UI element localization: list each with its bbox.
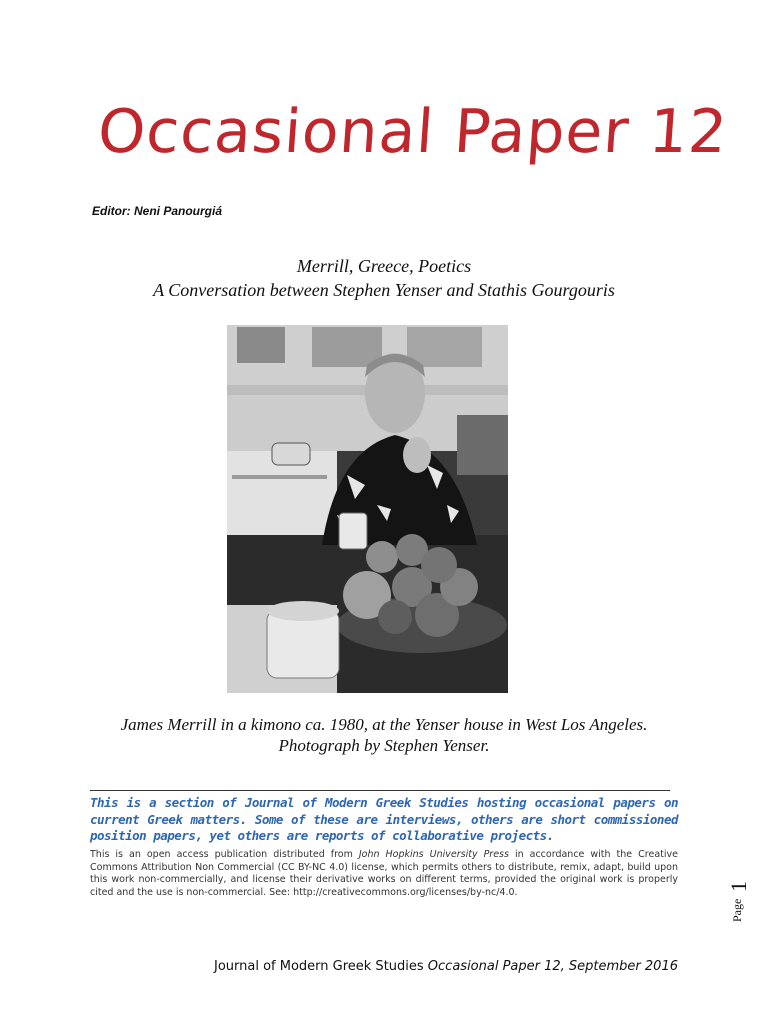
license-terms: in accordance with the Creative Commons Attribution Non Commercial (CC BY-NC 4.0) license, which permits others to distribute, remix, adapt, build upon this work non-commercially, and license their derivative works on different terms, provided the original work is properly cited and the use is non-commercial. See: http://creativecommons.org/licenses/by-nc/4.0. (90, 849, 678, 898)
photo-illustration (227, 325, 508, 693)
page-word: Page (730, 898, 744, 922)
footer-journal: Journal of Modern Greek Studies (213, 959, 428, 974)
article-title: Merrill, Greece, Poetics (296, 256, 472, 276)
editor-line: Editor: Neni Panourgiá (92, 204, 223, 218)
masthead-title: Occasional Paper 12 (95, 97, 731, 167)
publisher-name: John Hopkins University Press (358, 849, 509, 860)
photograph (227, 325, 508, 693)
page-number-label (718, 878, 751, 926)
divider (90, 790, 670, 791)
license-text (90, 849, 678, 899)
footer (214, 959, 678, 974)
photo-caption: James Merrill in a kimono ca. 1980, at the Yenser house in West Los Angeles. (120, 715, 648, 734)
license-intro: This is an open access publication distributed from (90, 849, 359, 860)
photo-credit: Photograph by Stephen Yenser. (278, 736, 490, 755)
section-note: This is a section of Journal of Modern Greek Studies hosting occasional papers on current Greek matters. Some of these are interviews, others are short commissioned position papers, yet others are reports of collaborative projects. (90, 795, 678, 843)
footer-issue: Occasional Paper 12, September 2016 (427, 959, 678, 974)
article-subtitle: A Conversation between Stephen Yenser and Stathis Gourgouris (153, 280, 615, 300)
page-number: 1 (726, 881, 751, 892)
